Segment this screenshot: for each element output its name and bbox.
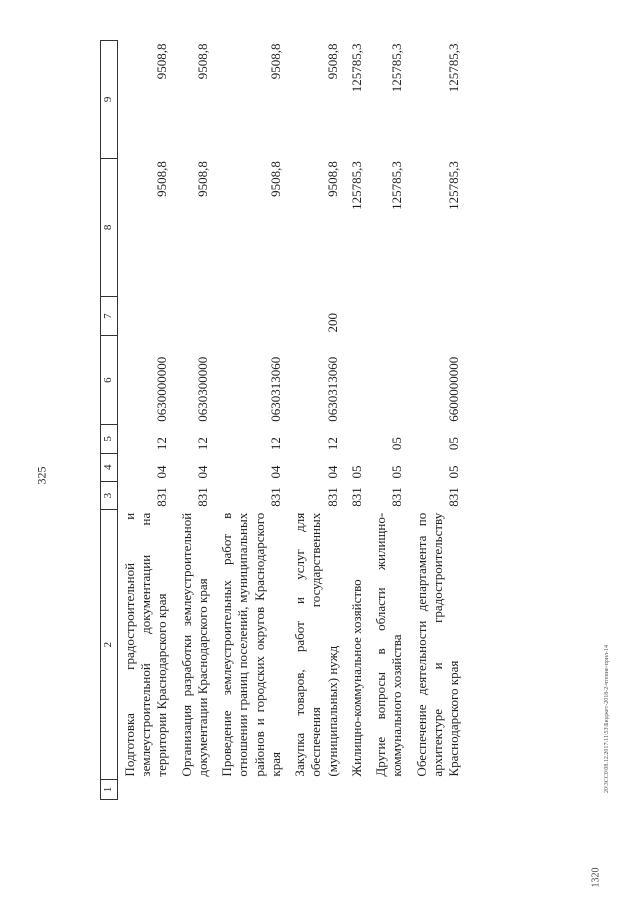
cell-c4: 04 <box>194 465 210 479</box>
cell-c8: 9508,8 <box>194 161 210 197</box>
cell-col-1 <box>410 780 467 800</box>
cell-col-1 <box>288 780 345 800</box>
cell-c9: 125785,3 <box>446 43 461 93</box>
cell-c5: 05 <box>389 437 405 451</box>
cell-c4: 05 <box>348 465 364 479</box>
header-col-4: 4 <box>101 453 118 481</box>
table-row <box>117 41 174 800</box>
cell-c4: 05 <box>389 465 405 479</box>
cell-c3: 831 <box>194 487 210 507</box>
cell-c9: 9508,8 <box>267 43 283 80</box>
cell-c6: 0630313060 <box>324 356 340 422</box>
header-col-9: 9 <box>101 41 118 159</box>
cell-col-1 <box>117 780 174 800</box>
cell-c5: 12 <box>267 437 283 451</box>
cell-c7 <box>175 297 216 336</box>
cell-c5: 12 <box>154 437 170 451</box>
cell-c3: 831 <box>446 487 461 507</box>
cell-c7: 200 <box>324 313 340 333</box>
cell-c5: 12 <box>324 437 340 451</box>
cell-c8: 125785,3 <box>446 161 461 210</box>
cell-c3: 831 <box>154 487 170 507</box>
cell-c7 <box>410 297 467 336</box>
header-col-8: 8 <box>101 158 118 297</box>
cell-c3: 831 <box>348 487 364 507</box>
header-col-1: 1 <box>101 780 118 800</box>
row-name: Организация разработки землеустроительной документации Краснодарского края <box>178 512 210 777</box>
row-name: Жилищно-коммунальное хозяйство <box>348 579 364 777</box>
cell-col-1 <box>215 780 288 800</box>
row-name: Подготовка градостроительной и землеустроительной документации на территории Краснодарского края <box>121 512 170 777</box>
cell-c7 <box>117 297 174 336</box>
archive-stamp: 1320 <box>590 867 602 888</box>
row-name: Обеспечение деятельности департамента по архитектуре и градостроительству Краснодарского края <box>413 512 461 777</box>
cell-c8: 9508,8 <box>324 161 340 197</box>
cell-c4: 04 <box>154 465 170 479</box>
table-header-row <box>101 41 118 800</box>
table-row <box>345 41 369 800</box>
cell-c7 <box>345 297 369 336</box>
cell-col-1 <box>175 780 216 800</box>
table-row <box>410 41 467 800</box>
cell-c7 <box>369 297 410 336</box>
cell-c3: 831 <box>267 487 283 507</box>
header-col-2: 2 <box>101 510 118 780</box>
row-name: Закупка товаров, работ и услуг для обеспечения государственных (муниципальных) нужд <box>292 512 340 777</box>
cell-c6 <box>345 336 369 425</box>
row-name: Другие вопросы в области жилищно-коммунального хозяйства <box>373 512 405 777</box>
cell-c4: 04 <box>267 465 283 479</box>
header-col-7: 7 <box>101 297 118 336</box>
cell-c6: 6600000000 <box>446 356 461 422</box>
cell-c6: 0630313060 <box>267 356 283 422</box>
cell-c3: 831 <box>324 487 340 507</box>
cell-col-1 <box>345 780 369 800</box>
cell-c4: 05 <box>446 465 461 479</box>
cell-c5: 12 <box>194 437 210 451</box>
cell-c5 <box>345 425 369 453</box>
cell-c8: 125785,3 <box>348 161 364 210</box>
header-col-5: 5 <box>101 425 118 453</box>
cell-c3: 831 <box>389 487 405 507</box>
cell-c9: 9508,8 <box>194 43 210 80</box>
cell-col-1 <box>369 780 410 800</box>
budget-table <box>100 40 466 800</box>
cell-c9: 9508,8 <box>324 43 340 80</box>
table-row <box>215 41 288 800</box>
table-row <box>175 41 216 800</box>
cell-c9: 9508,8 <box>154 43 170 80</box>
cell-c9: 125785,3 <box>348 43 364 93</box>
cell-c8: 125785,3 <box>389 161 405 210</box>
footer-note: 20\3СС0\08.12.2017\11\53\Бюджет-2018-2-чтение-прил-14 <box>604 645 610 793</box>
table-row <box>288 41 345 800</box>
cell-c6 <box>369 336 410 425</box>
cell-c8: 9508,8 <box>154 161 170 197</box>
cell-c4: 04 <box>324 465 340 479</box>
cell-c9: 125785,3 <box>389 43 405 93</box>
page-number: 325 <box>34 466 49 485</box>
header-col-6: 6 <box>101 336 118 425</box>
budget-table-container <box>100 40 600 800</box>
cell-c6: 0630000000 <box>154 356 170 422</box>
table-row <box>369 41 410 800</box>
header-col-3: 3 <box>101 481 118 509</box>
cell-c5: 05 <box>446 437 461 451</box>
row-name: Проведение землеустроительных работ в отношении границ поселений, муниципальных районов и городских округов Краснодарского края <box>219 512 283 777</box>
cell-c8: 9508,8 <box>267 161 283 197</box>
cell-c6: 0630300000 <box>194 356 210 422</box>
cell-c7 <box>215 297 288 336</box>
